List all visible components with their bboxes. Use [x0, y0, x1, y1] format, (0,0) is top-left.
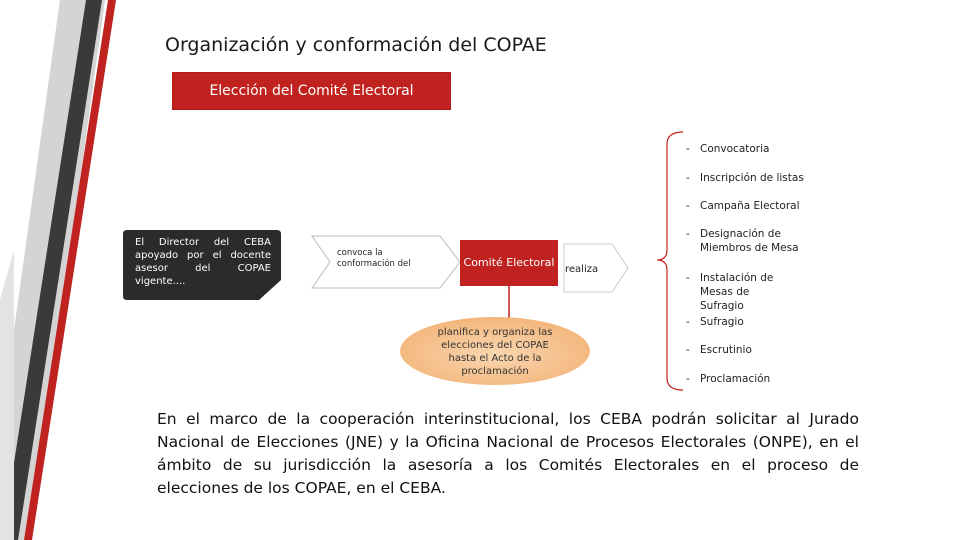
- step-item: - Designación de Miembros de Mesa: [686, 228, 799, 254]
- realiza-label: realiza: [565, 264, 599, 275]
- connector-line: [507, 286, 511, 318]
- page-title: Organización y conformación del COPAE: [165, 34, 547, 56]
- step-item: - Instalación de Mesas de Sufragio: [686, 272, 774, 312]
- step-item: - Escrutinio: [686, 344, 752, 356]
- step-item: - Inscripción de listas: [686, 172, 804, 184]
- actor-text: El Director del CEBA apoyado por el docente asesor del COPAE vigente....: [135, 237, 271, 287]
- plan-ellipse: [399, 316, 591, 386]
- step-item: - Sufragio: [686, 316, 744, 328]
- step-item: - Campaña Electoral: [686, 200, 800, 212]
- steps-bracket: [655, 130, 685, 392]
- section-banner: Elección del Comité Electoral: [173, 73, 450, 109]
- convoca-label: convoca la conformación del: [337, 248, 411, 269]
- step-item: - Proclamación: [686, 373, 771, 385]
- actor-box: [121, 228, 283, 302]
- plan-text: planifica y organiza las elecciones del COPAE hasta el Acto de la proclamación: [437, 327, 553, 377]
- light-band: [0, 250, 14, 540]
- footer-paragraph: En el marco de la cooperación interinstitucional, los CEBA podrán solicitar al Jurado Nacional de Elecciones (JNE) y la Oficina Nacional de Procesos Electorales (ONPE), en el ámbito de su jurisdicción la asesoría a los Comités Electorales en el proceso de elecciones de los COPAE, en el CEBA.: [157, 410, 859, 497]
- committee-box: Comité Electoral: [460, 240, 558, 286]
- step-item: - Convocatoria: [686, 143, 770, 155]
